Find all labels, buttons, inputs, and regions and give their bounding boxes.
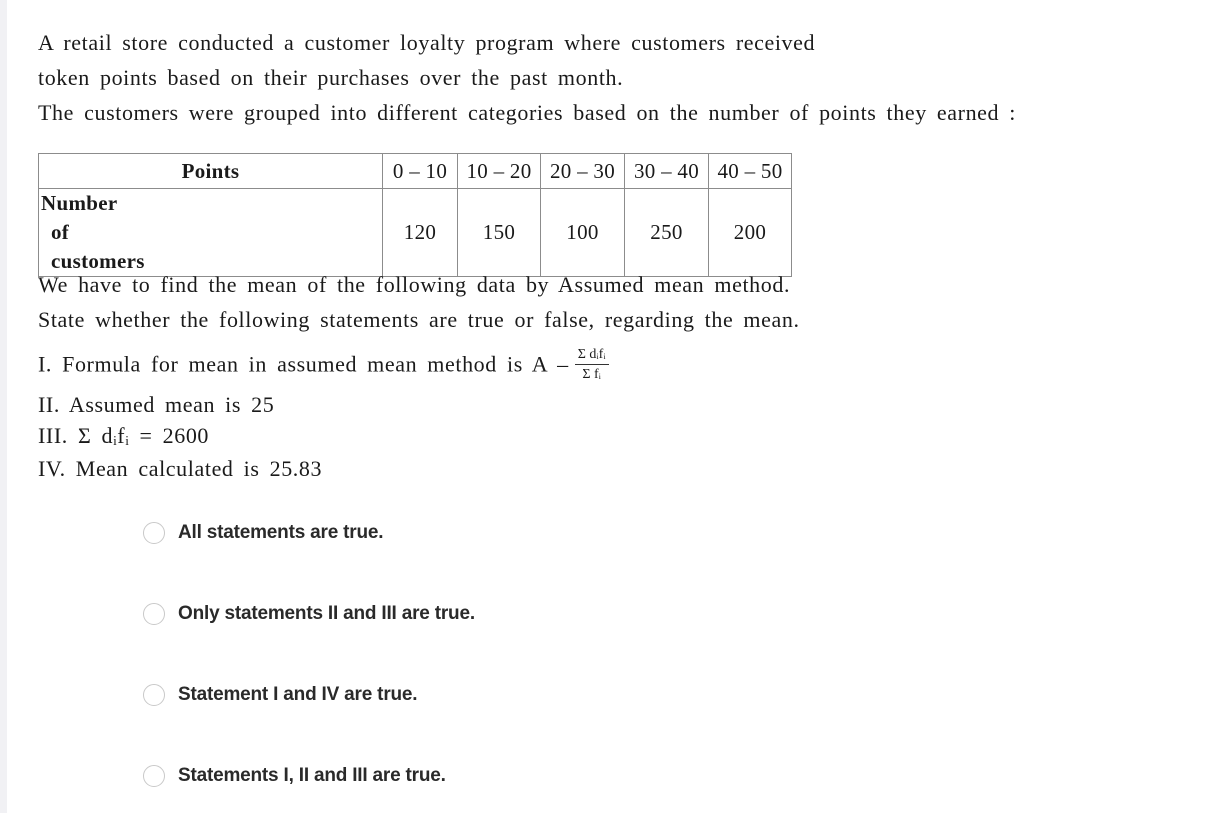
- customer-count: 200: [709, 189, 792, 277]
- statement-2: II. Assumed mean is 25: [38, 392, 275, 417]
- option-a[interactable]: [143, 520, 383, 546]
- option-label: All statements are true.: [178, 522, 384, 543]
- statement-3: III. Σ dᵢfᵢ = 2600: [38, 423, 210, 448]
- task-line-1: We have to find the mean of the following data by Assumed mean method.: [38, 272, 791, 297]
- option-label: Only statements II and III are true.: [178, 603, 475, 624]
- points-table: [38, 153, 792, 277]
- row-label-line: of: [51, 220, 70, 244]
- statement-1-text: I. Formula for mean in assumed mean method is A –: [38, 351, 569, 377]
- mean-formula-fraction: [575, 346, 609, 383]
- fraction-denominator: Σ fᵢ: [582, 367, 601, 382]
- interval-header: 10 – 20: [458, 154, 541, 189]
- option-c[interactable]: [143, 682, 417, 708]
- radio-button[interactable]: [143, 522, 165, 544]
- radio-button[interactable]: [143, 684, 165, 706]
- radio-button[interactable]: [143, 603, 165, 625]
- table-header-row: [39, 154, 792, 189]
- option-d[interactable]: [143, 763, 446, 789]
- intro-line-2: token points based on their purchases over the past month.: [38, 65, 624, 90]
- customer-count: 150: [458, 189, 541, 277]
- fraction-numerator: Σ dᵢfᵢ: [575, 346, 609, 365]
- row-label-line: Number: [41, 191, 118, 215]
- customer-count: 250: [625, 189, 709, 277]
- row-label-line: customers: [51, 249, 145, 273]
- interval-header: 20 – 30: [541, 154, 625, 189]
- interval-header: 0 – 10: [383, 154, 458, 189]
- interval-header: 40 – 50: [709, 154, 792, 189]
- option-b[interactable]: [143, 601, 475, 627]
- intro-line-1: A retail store conducted a customer loyalty program where customers received: [38, 30, 816, 55]
- table-value-row: [39, 189, 792, 277]
- customer-count: 120: [383, 189, 458, 277]
- customer-count: 100: [541, 189, 625, 277]
- interval-header: 30 – 40: [625, 154, 709, 189]
- option-label: Statement I and IV are true.: [178, 684, 418, 705]
- customers-row-label: [39, 189, 383, 277]
- statement-1: [38, 348, 609, 385]
- intro-line-3: The customers were grouped into different categories based on the number of points they earned :: [38, 100, 1016, 125]
- points-header: Points: [39, 154, 383, 189]
- option-label: Statements I, II and III are true.: [178, 765, 446, 786]
- task-line-2: State whether the following statements are true or false, regarding the mean.: [38, 307, 800, 332]
- left-gutter: [0, 0, 7, 813]
- statement-4: IV. Mean calculated is 25.83: [38, 456, 323, 481]
- radio-button[interactable]: [143, 765, 165, 787]
